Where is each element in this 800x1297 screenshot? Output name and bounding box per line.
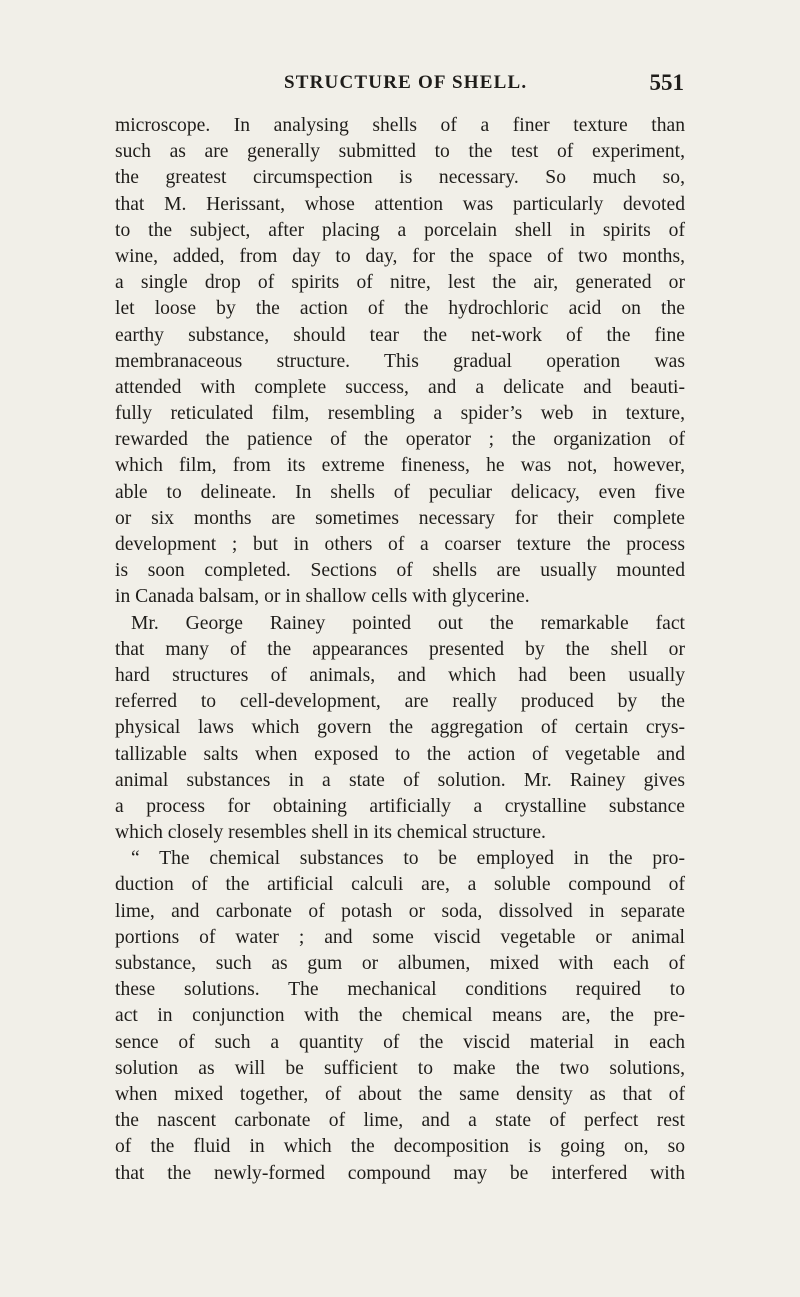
text-line: wine, added, from day to day, for the space of two months, [115,245,685,267]
text-line: able to delineate. In shells of peculiar delicacy, even five [115,481,685,503]
text-line: physical laws which govern the aggregation of certain crys- [115,717,685,739]
text-line: hard structures of animals, and which had been usually [115,664,685,686]
text-line: duction of the artificial calculi are, a soluble compound of [115,874,685,896]
text-line: attended with complete success, and a delicate and beauti- [115,376,685,398]
text-line: in Canada balsam, or in shallow cells with glycerine. [115,586,530,608]
text-line: substance, such as gum or albumen, mixed with each of [115,953,685,974]
text-line: tallizable salts when exposed to the action of vegetable and [115,743,685,765]
text-line: sence of such a quantity of the viscid material in each [115,1031,685,1053]
text-line: that the newly-formed compound may be interfered with [115,1162,685,1184]
text-line: a single drop of spirits of nitre, lest the air, generated or [115,272,685,294]
text-line: is soon completed. Sections of shells are usually mounted [115,560,685,582]
running-head [114,72,684,98]
text-line: a process for obtaining artificially a crystalline substance [115,795,685,817]
text-line: animal substances in a state of solution. Mr. Rainey gives [115,769,685,791]
text-line: microscope. In analysing shells of a finer texture than [115,115,685,136]
text-line: such as are generally submitted to the test of experiment, [115,141,685,163]
page-number: 551 [649,70,684,95]
text-line: which film, from its extreme fineness, he was not, however, [115,455,685,477]
text-line: portions of water ; and some viscid vegetable or animal [115,926,685,948]
text-line: let loose by the action of the hydrochloric acid on the [115,298,685,320]
text-line: these solutions. The mechanical conditions required to [115,979,685,1001]
text-line: “ The chemical substances to be employed in the pro- [131,848,685,870]
text-line: rewarded the patience of the operator ; the organization of [115,429,685,451]
text-line: solution as will be sufficient to make the two solutions, [115,1057,685,1079]
text-line: to the subject, after placing a porcelain shell in spirits of [115,219,685,241]
text-line: fully reticulated film, resembling a spider’s web in texture, [115,403,685,425]
text-line: that many of the appearances presented by the shell or [115,638,685,660]
text-line: earthy substance, should tear the net-work of the fine [115,324,685,346]
text-line: which closely resembles shell in its chemical structure. [115,822,546,844]
text-line: development ; but in others of a coarser texture the process [115,534,685,555]
text-line: when mixed together, of about the same density as that of [115,1083,685,1105]
text-line: the greatest circumspection is necessary. So much so, [115,167,685,189]
text-line: that M. Herissant, whose attention was particularly devoted [115,193,685,215]
text-line: of the fluid in which the decomposition is going on, so [115,1136,685,1158]
text-line: act in conjunction with the chemical means are, the pre- [115,1005,685,1027]
text-line: lime, and carbonate of potash or soda, dissolved in separate [115,900,685,922]
text-line: Mr. George Rainey pointed out the remarkable fact [131,612,685,634]
body-text [115,113,685,1187]
running-title: STRUCTURE OF SHELL. [284,72,528,93]
text-line: membranaceous structure. This gradual operation was [115,350,685,372]
text-line: or six months are sometimes necessary for their complete [115,507,685,529]
text-line: the nascent carbonate of lime, and a state of perfect rest [115,1110,685,1132]
text-line: referred to cell-development, are really produced by the [115,691,685,713]
